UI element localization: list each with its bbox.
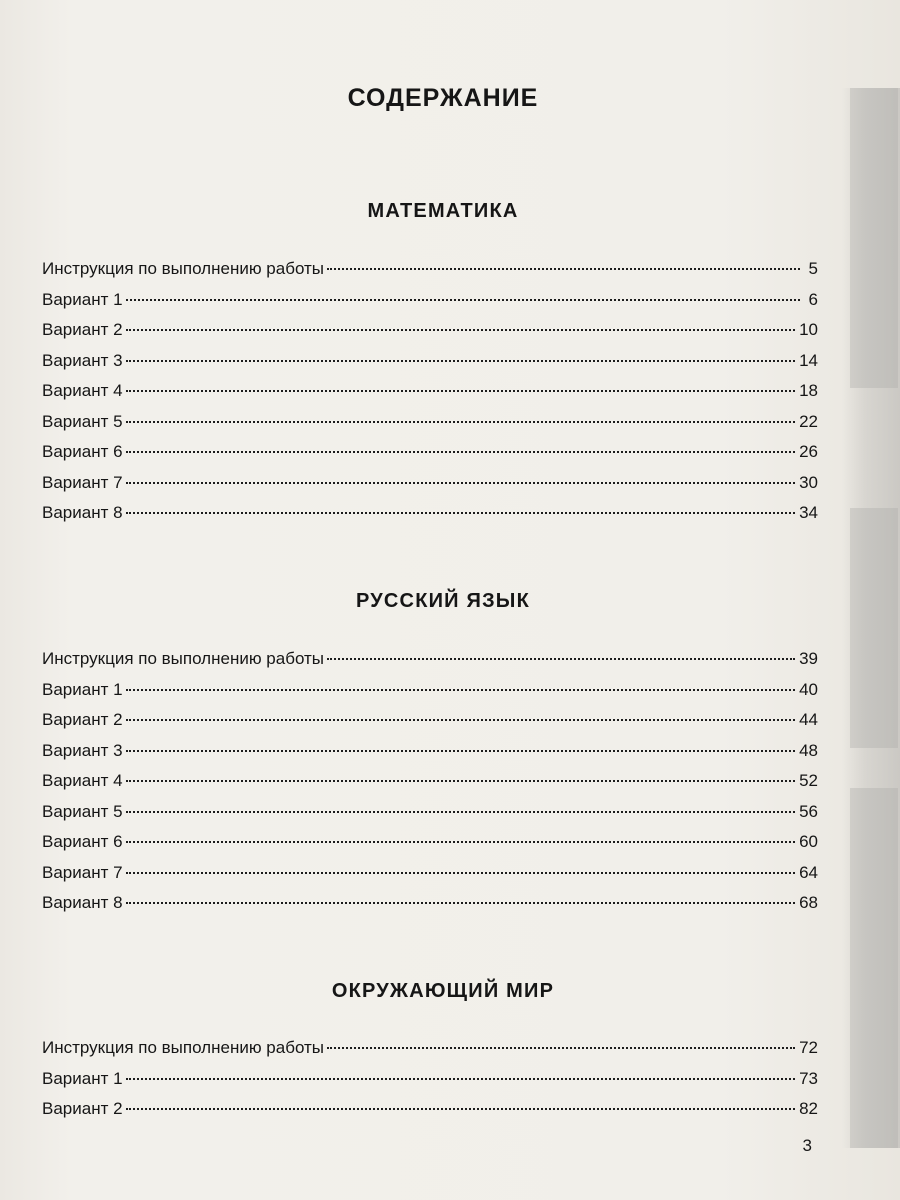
toc-dot-leader (126, 329, 796, 331)
toc-dot-leader (327, 658, 795, 660)
toc-entry-page: 26 (799, 442, 818, 461)
toc-entry (42, 290, 818, 321)
toc-entry-page: 34 (799, 503, 818, 522)
toc-entry (42, 320, 818, 351)
toc-entry-label: Вариант 1 (42, 1068, 123, 1088)
toc-entry (42, 259, 818, 290)
toc-entry-page: 6 (808, 289, 818, 309)
toc-entry (42, 503, 818, 534)
toc-entry (42, 381, 818, 412)
toc-list-russian (42, 649, 818, 924)
toc-entry (42, 442, 818, 473)
toc-entry-label: Вариант 4 (42, 771, 123, 790)
toc-entry-label: Вариант 1 (42, 679, 123, 699)
toc-entry (42, 771, 818, 802)
contents-title: СОДЕРЖАНИЕ (347, 84, 539, 112)
toc-entry (42, 351, 818, 382)
toc-entry-label: Вариант 5 (42, 411, 123, 431)
toc-entry-label: Вариант 2 (42, 1099, 123, 1118)
toc-entry-page: 10 (799, 320, 818, 339)
toc-entry-page: 52 (799, 771, 818, 790)
toc-entry-label: Вариант 6 (42, 832, 123, 851)
toc-entry (42, 741, 818, 772)
page-number: 3 (802, 1136, 812, 1155)
tab-block-top (850, 88, 898, 388)
toc-dot-leader (327, 1047, 795, 1049)
toc-entry-label: Вариант 3 (42, 740, 123, 760)
toc-list-math (42, 259, 818, 534)
toc-entry (42, 1038, 818, 1069)
toc-entry-page: 82 (799, 1099, 818, 1118)
toc-entry (42, 473, 818, 504)
toc-entry-label: Вариант 7 (42, 862, 123, 882)
toc-entry-label: Вариант 4 (42, 381, 123, 400)
toc-entry-label: Вариант 7 (42, 472, 123, 492)
toc-entry-page: 18 (799, 381, 818, 400)
toc-dot-leader (126, 451, 796, 453)
toc-entry-page: 64 (799, 862, 818, 882)
toc-entry-page: 14 (799, 350, 818, 370)
toc-dot-leader (126, 421, 796, 423)
toc-entry-label: Инструкция по выполнению работы (42, 649, 325, 668)
toc-entry-label: Инструкция по выполнению работы (42, 259, 325, 278)
toc-entry (42, 863, 818, 894)
toc-dot-leader (126, 1078, 796, 1080)
toc-dot-leader (126, 360, 796, 362)
toc-entry-page: 40 (799, 679, 818, 699)
toc-entry-label: Вариант 3 (42, 350, 123, 370)
toc-entry-label: Вариант 2 (42, 320, 123, 339)
toc-entry-page: 56 (799, 801, 818, 821)
toc-entry-label: Вариант 2 (42, 710, 123, 729)
toc-dot-leader (126, 750, 796, 752)
toc-dot-leader (126, 811, 796, 813)
toc-dot-leader (126, 719, 796, 721)
toc-entry-page: 44 (799, 710, 818, 729)
tab-block-bottom (850, 788, 898, 1148)
toc-dot-leader (126, 1108, 796, 1110)
toc-entry (42, 680, 818, 711)
toc-entry (42, 802, 818, 833)
toc-entry-page: 48 (799, 740, 818, 760)
toc-entry (42, 893, 818, 924)
toc-entry (42, 1099, 818, 1130)
section-title-world: ОКРУЖАЮЩИЙ МИР (331, 980, 555, 1002)
toc-list-world (42, 1038, 818, 1130)
toc-dot-leader (126, 512, 796, 514)
toc-entry-label: Вариант 5 (42, 801, 123, 821)
section-title-russian: РУССКИЙ ЯЗЫК (355, 590, 530, 612)
toc-entry-page: 5 (808, 259, 818, 278)
toc-entry-label: Вариант 8 (42, 893, 123, 912)
toc-entry-page: 30 (799, 472, 818, 492)
toc-dot-leader (126, 390, 796, 392)
toc-entry-page: 22 (799, 411, 818, 431)
toc-dot-leader (126, 841, 796, 843)
toc-entry (42, 832, 818, 863)
toc-entry-label: Вариант 1 (42, 289, 123, 309)
toc-dot-leader (126, 299, 800, 301)
toc-entry-page: 72 (799, 1038, 818, 1057)
toc-dot-leader (126, 902, 796, 904)
toc-entry (42, 649, 818, 680)
toc-entry (42, 412, 818, 443)
toc-entry-page: 68 (799, 893, 818, 912)
toc-entry-label: Инструкция по выполнению работы (42, 1038, 325, 1057)
toc-dot-leader (327, 268, 800, 270)
tab-block-middle (850, 508, 898, 748)
toc-entry (42, 1069, 818, 1100)
section-title-math: МАТЕМАТИКА (367, 200, 519, 222)
toc-entry-page: 39 (799, 649, 818, 668)
toc-entry-label: Вариант 6 (42, 442, 123, 461)
toc-dot-leader (126, 482, 796, 484)
toc-entry-label: Вариант 8 (42, 503, 123, 522)
toc-dot-leader (126, 780, 796, 782)
toc-entry (42, 710, 818, 741)
toc-dot-leader (126, 689, 796, 691)
toc-entry-page: 73 (799, 1068, 818, 1088)
toc-dot-leader (126, 872, 796, 874)
toc-entry-page: 60 (799, 832, 818, 851)
